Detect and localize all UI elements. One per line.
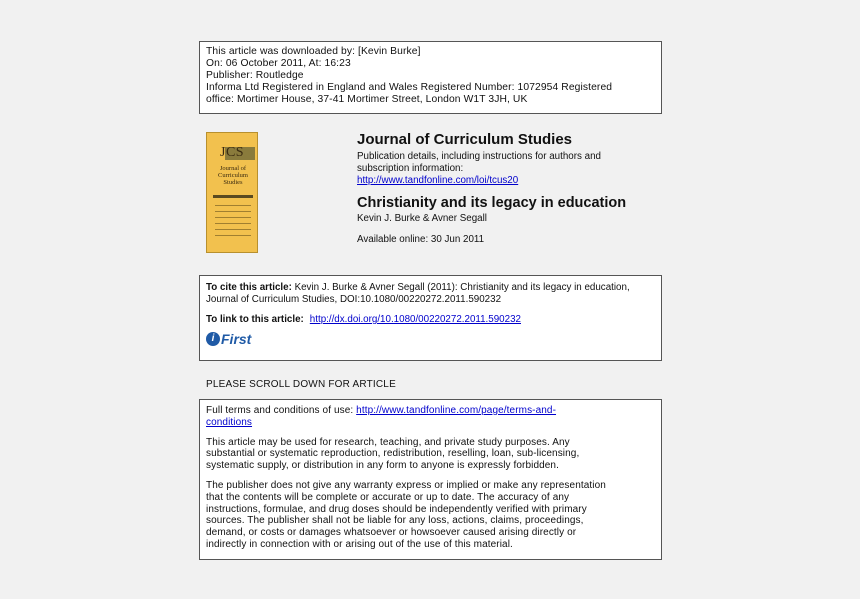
warranty-paragraph	[206, 480, 655, 551]
cite-label: To cite this article:	[206, 282, 292, 293]
warranty-line-4: sources. The publisher shall not be liable for any loss, actions, claims, proceedings,	[206, 515, 584, 527]
warranty-line-3: instructions, formulae, and drug doses should be independently verified with primary	[206, 503, 587, 515]
publication-details: Publication details, including instructions for authors and subscription information:	[357, 151, 601, 174]
terms-box	[199, 399, 662, 560]
warranty-line-2: that the contents will be complete or accurate or up to date. The accuracy of any	[206, 491, 570, 503]
journal-cover-image	[206, 132, 258, 253]
terms-link-part-2[interactable]: conditions	[206, 416, 253, 428]
download-date: On: 06 October 2011, At: 16:23	[206, 58, 351, 69]
journal-title: Journal of Curriculum Studies	[357, 131, 573, 148]
ifirst-text: First	[221, 331, 252, 347]
cite-text-1: Kevin J. Burke & Avner Segall (2011): Christianity and its legacy in education,	[294, 282, 630, 293]
warranty-line-6: indirectly in connection with or arising out of the use of this material.	[206, 538, 513, 550]
scroll-notice: PLEASE SCROLL DOWN FOR ARTICLE	[206, 379, 396, 390]
terms-link-part-1[interactable]: http://www.tandfonline.com/page/terms-and-	[356, 405, 557, 416]
cover-title: Journal of Curriculum Studies	[218, 165, 248, 186]
cover-logo: JCS	[220, 145, 245, 160]
cover-line	[215, 235, 251, 236]
publisher: Publisher: Routledge	[206, 70, 304, 81]
usage-line-3: systematic supply, or distribution in any form to anyone is expressly forbidden.	[206, 460, 559, 472]
cover-line	[215, 217, 251, 218]
cover-bar	[213, 195, 253, 198]
terms-intro-para	[206, 405, 655, 429]
warranty-line-5: demand, or costs or damages whatsoever or howsoever caused arising directly or	[206, 527, 577, 539]
available-online: Available online: 30 Jun 2011	[357, 234, 485, 245]
article-authors: Kevin J. Burke & Avner Segall	[357, 213, 487, 224]
downloaded-by: This article was downloaded by: [Kevin Burke]	[206, 46, 421, 57]
cover-line	[215, 205, 251, 206]
citation-box	[199, 275, 662, 361]
doi-link[interactable]: http://dx.doi.org/10.1080/00220272.2011.590232	[309, 314, 521, 325]
cover-line	[215, 229, 251, 230]
office-address: office: Mortimer House, 37-41 Mortimer Street, London W1T 3JH, UK	[206, 94, 528, 105]
usage-line-2: substantial or systematic reproduction, redistribution, reselling, loan, sub-licensing,	[206, 448, 580, 460]
cover-line	[215, 211, 251, 212]
usage-line-1: This article may be used for research, teaching, and private study purposes. Any	[206, 436, 570, 448]
link-label: To link to this article:	[206, 314, 304, 325]
usage-paragraph	[206, 437, 655, 472]
cover-line	[215, 223, 251, 224]
citation-line-1	[206, 282, 655, 294]
article-title: Christianity and its legacy in education	[357, 195, 627, 211]
link-line	[206, 314, 655, 326]
ifirst-icon: i	[206, 332, 220, 346]
download-info-box	[199, 41, 662, 114]
terms-intro: Full terms and conditions of use:	[206, 405, 354, 416]
cite-text-2: Journal of Curriculum Studies, DOI:10.1080/00220272.2011.590232	[206, 294, 502, 305]
ifirst-logo	[206, 332, 655, 346]
journal-link[interactable]: http://www.tandfonline.com/loi/tcus20	[357, 175, 519, 186]
registration-line: Informa Ltd Registered in England and Wales Registered Number: 1072954 Registered	[206, 82, 613, 93]
warranty-line-1: The publisher does not give any warranty express or implied or make any representation	[206, 479, 606, 491]
